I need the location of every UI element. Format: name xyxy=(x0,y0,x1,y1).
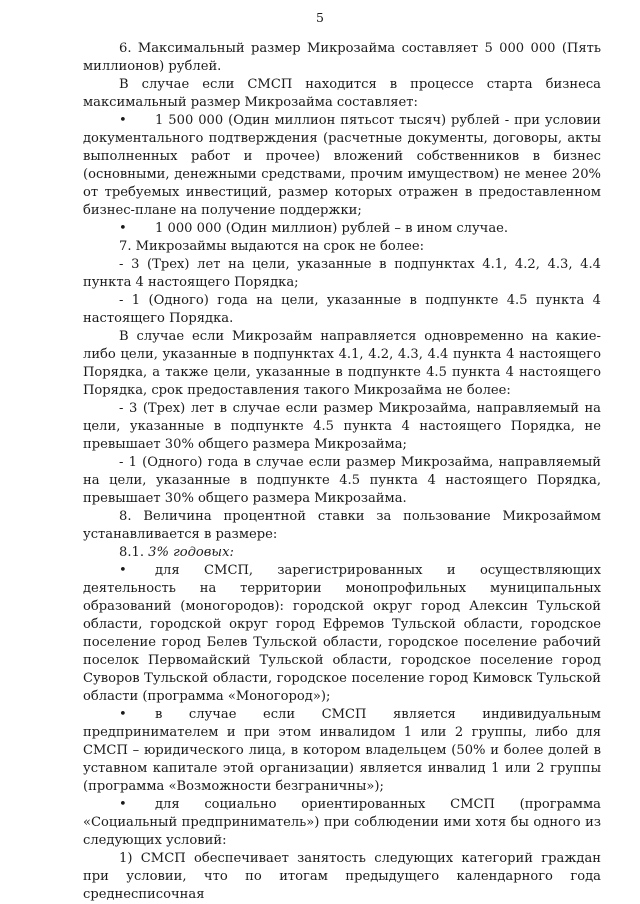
paragraph-6-max-loan: 6. Максимальный размер Микрозайма составляет 5 000 000 (Пять миллионов) рублей. xyxy=(83,41,601,74)
bullet-monogorod: • для СМСП, зарегистрированных и осуществляющих деятельность на территории монопрофильных муниципальных образований (моногородов): городской округ город Алексин Тульской области, городской округ город Ефремов Тульской области, городское поселение город Белев Тульской области, городское поселение рабочий поселок Первомайский Тульской области, городское поселение город Суворов Тульской области, городское поселение город Кимовск Тульской области (программа «Моногород»); xyxy=(83,563,601,704)
paragraph-7-term: 7. Микрозаймы выдаются на срок не более: xyxy=(119,239,425,254)
page-number: 5 xyxy=(316,10,324,25)
bullet-1500000: • 1 500 000 (Один миллион пятьсот тысяч) рублей - при условии документального подтверждения (расчетные документы, договоры, акты выполненных работ и прочее) вложений собственников в бизнес (основными, денежными средствами, прочим имуществом) не менее 20% от требуемых инвестиций, размер которых отражен в предоставленном бизнес-плане на получение поддержки; xyxy=(83,113,601,218)
bullet-marker: • xyxy=(119,221,127,236)
term-3-years: - 3 (Трех) лет на цели, указанные в подпунктах 4.1, 4.2, 4.3, 4.4 пункта 4 настоящего Порядка; xyxy=(83,257,601,290)
paragraph-startup-max: В случае если СМСП находится в процессе старта бизнеса максимальный размер Микрозайма составляет: xyxy=(83,77,601,110)
bullet-marker: • xyxy=(119,797,127,812)
bullet-1000000: • 1 000 000 (Один миллион) рублей – в ином случае. xyxy=(119,221,509,236)
combined-term-1-year: - 1 (Одного) года в случае если размер Микрозайма, направляемый на цели, указанные в подпункте 4.5 пункта 4 настоящего Порядка, превышает 30% общего размера Микрозайма. xyxy=(83,455,601,506)
bullet-marker: • xyxy=(119,563,127,578)
bullet-disabled: • в случае если СМСП является индивидуальным предпринимателем и при этом инвалидом 1 или 2 группы, либо для СМСП – юридического лица, в котором владельцем (50% и более долей в уставном капитале этой организации) является инвалид 1 или 2 группы (программа «Возможности безграничны»); xyxy=(83,707,601,794)
combined-term-3-years: - 3 (Трех) лет в случае если размер Микрозайма, направляемый на цели, указанные в подпункте 4.5 пункта 4 настоящего Порядка, не превышает 30% общего размера Микрозайма; xyxy=(83,401,601,452)
condition-1-employment: 1) СМСП обеспечивает занятость следующих категорий граждан при условии, что по итогам предыдущего календарного года среднесписочная xyxy=(83,851,601,902)
bullet-social: • для социально ориентированных СМСП (программа «Социальный предприниматель») при соблюдении ими хотя бы одного из следующих условий: xyxy=(83,797,601,848)
subsection-8-1: 8.1. 3% годовых: xyxy=(119,545,234,560)
term-1-year: - 1 (Одного) года на цели, указанные в подпункте 4.5 пункта 4 настоящего Порядка. xyxy=(83,293,601,326)
bullet-marker: • xyxy=(119,113,127,128)
paragraph-8-interest-rate: 8. Величина процентной ставки за пользование Микрозаймом устанавливается в размере: xyxy=(83,509,601,542)
bullet-marker: • xyxy=(119,707,127,722)
paragraph-combined-goals: В случае если Микрозайм направляется одновременно на какие-либо цели, указанные в подпунктах 4.1, 4.2, 4.3, 4.4 пункта 4 настоящего Порядка, а также цели, указанные в подпункте 4.5 пункта 4 настоящего Порядка, срок предоставления такого Микрозайма не более: xyxy=(83,329,601,398)
document-body xyxy=(83,40,601,904)
